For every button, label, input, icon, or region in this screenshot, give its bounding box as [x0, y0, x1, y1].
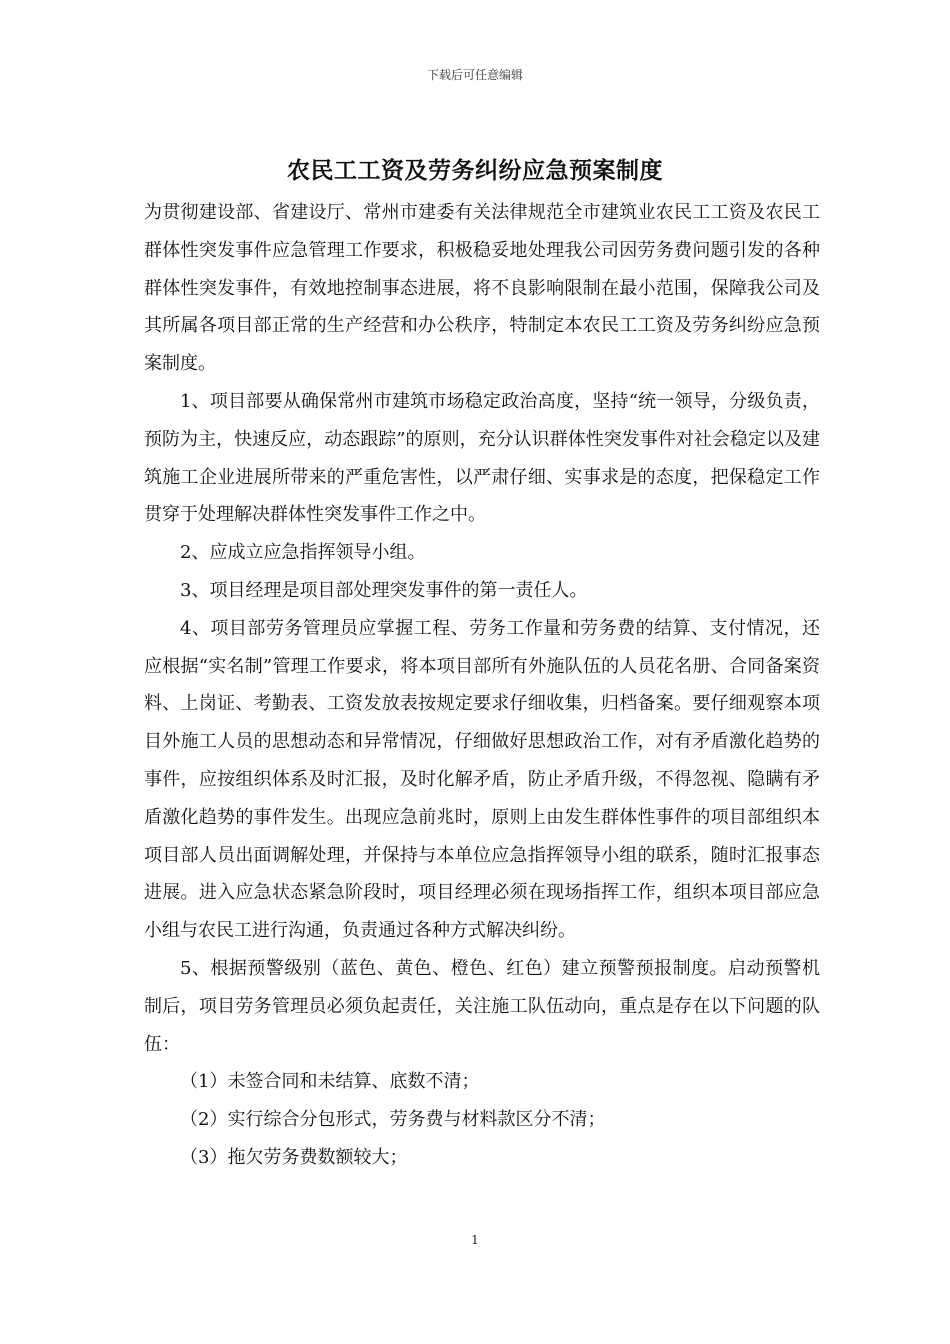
clause-2: 2、应成立应急指挥领导小组。 — [180, 542, 426, 564]
clause-5: 5、根据预警级别（蓝色、黄色、橙色、红色）建立预警预报制度。启动预警机制后，项目劳务管理员必须负起责任，关注施工队伍动向，重点是存在以下问题的队伍： — [144, 957, 820, 1055]
clause-4: 4、项目部劳务管理员应掌握工程、劳务工作量和劳务费的结算、支付情况，还应根据“实名制”管理工作要求，将本项目部所有外施队伍的人员花名册、合同备案资料、上岗证、考勤表、工资发放表按规定要求仔细收集，归档备案。要仔细观察本项目外施工人员的思想动态和异常情况，仔细做好思想政治工作，对有矛盾激化趋势的事件，应按组织体系及时汇报，及时化解矛盾，防止矛盾升级，不得忽视、隐瞒有矛盾激化趋势的事件发生。出现应急前兆时，原则上由发生群体性事件的项目部组织本项目部人员出面调解处理，并保持与本单位应急指挥领导小组的联系，随时汇报事态进展。进入应急状态紧急阶段时，项目经理必须在现场指挥工作，组织本项目部应急小组与农民工进行沟通，负责通过各种方式解决纠纷。 — [144, 617, 820, 942]
clause-3: 3、项目经理是项目部处理突发事件的第一责任人。 — [180, 579, 588, 601]
document-title: 农民工工资及劳务纠纷应急预案制度 — [287, 157, 663, 184]
sub-item-3: （3）拖欠劳务费数额较大； — [180, 1146, 408, 1168]
clause-1: 1、项目部要从确保常州市建筑市场稳定政治高度，坚持“统一领导，分级负责，预防为主，快速反应，动态跟踪”的原则，充分认识群体性突发事件对社会稳定以及建筑施工企业进展所带来的严重危害性，以严肃仔细、实事求是的态度，把保稳定工作贯穿于处理解决群体性突发事件工作之中。 — [144, 390, 820, 526]
intro-paragraph: 为贯彻建设部、省建设厅、常州市建委有关法律规范全市建筑业农民工工资及农民工群体性突发事件应急管理工作要求，积极稳妥地处理我公司因劳务费问题引发的各种群体性突发事件，有效地控制事态进展，将不良影响限制在最小范围，保障我公司及其所属各项目部正常的生产经营和办公秩序，特制定本农民工工资及劳务纠纷应急预案制度。 — [144, 202, 820, 375]
sub-item-1: （1）未签合同和未结算、底数不清； — [180, 1071, 480, 1093]
header-note: 下载后可任意编辑 — [426, 68, 523, 82]
document-body — [144, 194, 820, 1177]
sub-item-2: （2）实行综合分包形式，劳务费与材料款区分不清； — [180, 1109, 606, 1131]
page-number: 1 — [471, 1233, 479, 1247]
